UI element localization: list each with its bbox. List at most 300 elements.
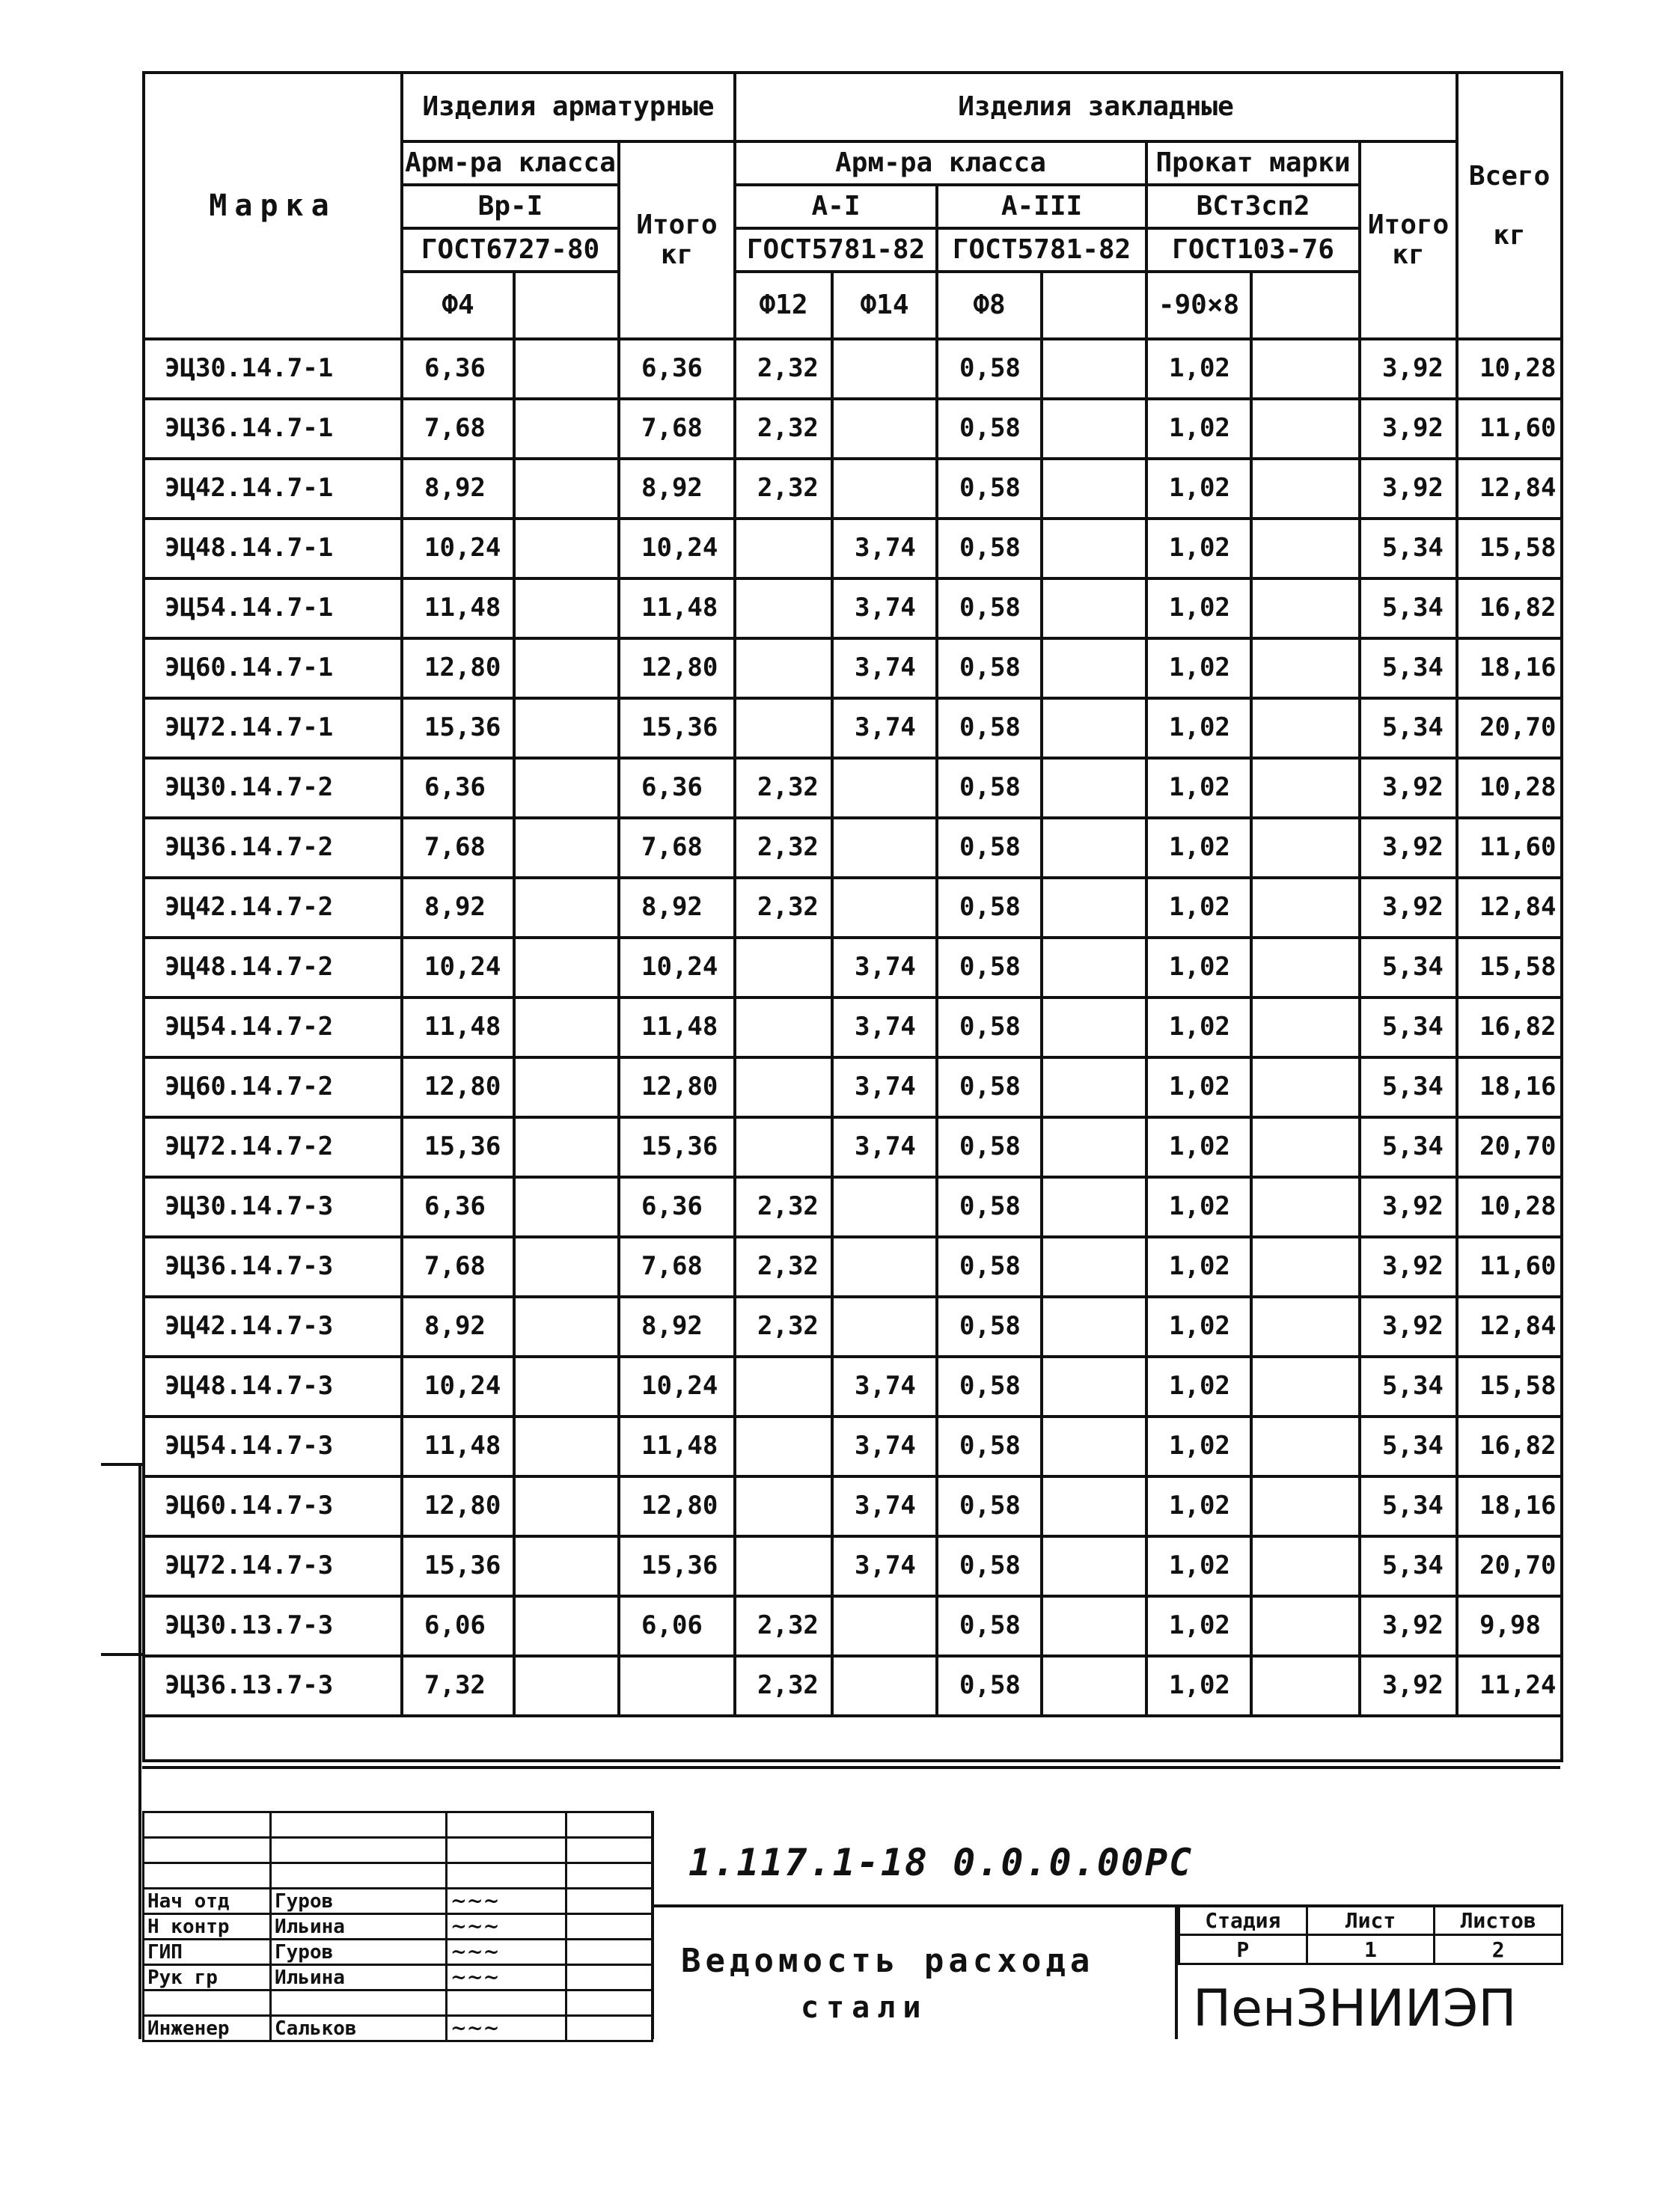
table-row [144,1536,1562,1596]
signature-blank-cell [144,1863,271,1889]
cell-d8: 0,58 [937,1297,1042,1357]
cell-empty [1251,1476,1360,1536]
cell-d8: 0,58 [937,1476,1042,1536]
cell-empty [1251,578,1360,638]
sheets-label: Листов [1435,1906,1563,1935]
table-row [144,1596,1562,1656]
cell-marka: ЭЦ48.14.7-3 [144,1357,402,1417]
cell-itogo2: 3,92 [1360,1237,1457,1297]
cell-empty [1042,578,1146,638]
cell-marka: ЭЦ42.14.7-2 [144,878,402,938]
cell-empty [1251,758,1360,818]
cell-empty [1042,1357,1146,1417]
cell-itogo2: 5,34 [1360,938,1457,997]
cell-d14 [832,878,937,938]
cell-prokat: 1,02 [1146,818,1251,878]
cell-d8: 0,58 [937,1596,1042,1656]
signature-mark [447,1990,566,2016]
table-row [144,758,1562,818]
cell-d12: 2,32 [735,758,832,818]
cell-empty [1251,1536,1360,1596]
signature-mark: ~~~ [447,1914,566,1940]
cell-marka: ЭЦ42.14.7-1 [144,459,402,519]
header-arm-gost: ГОСТ6727-80 [402,228,619,272]
cell-f4: 6,36 [402,339,514,399]
cell-empty [1251,459,1360,519]
cell-marka: ЭЦ60.14.7-1 [144,638,402,698]
header-arm-steel: Вр-I [402,185,619,228]
signature-name: Ильина [271,1965,447,1990]
table-row [144,399,1562,459]
cell-prokat: 1,02 [1146,1596,1251,1656]
cell-d14: 3,74 [832,638,937,698]
cell-itogo1: 15,36 [619,698,735,758]
cell-d12 [735,1536,832,1596]
cell-d8: 0,58 [937,638,1042,698]
cell-vsego: 10,28 [1457,758,1562,818]
cell-itogo2: 5,34 [1360,1476,1457,1536]
cell-itogo2: 3,92 [1360,758,1457,818]
cell-itogo1: 6,06 [619,1596,735,1656]
cell-marka: ЭЦ30.14.7-2 [144,758,402,818]
cell-d8: 0,58 [937,1117,1042,1177]
cell-itogo1: 10,24 [619,1357,735,1417]
cell-itogo2: 3,92 [1360,1297,1457,1357]
header-zakl-arm-class: Арм-ра класса [735,141,1146,185]
cell-vsego: 12,84 [1457,878,1562,938]
cell-d8: 0,58 [937,818,1042,878]
cell-d8: 0,58 [937,399,1042,459]
document-title-line1: Ведомость расхода [681,1942,1095,1980]
signature-role: Инженер [144,2016,271,2041]
cell-d12 [735,1417,832,1476]
table-row [144,1237,1562,1297]
cell-marka: ЭЦ42.14.7-3 [144,1297,402,1357]
header-prokat-gost: ГОСТ103-76 [1146,228,1360,272]
cell-itogo1: 15,36 [619,1117,735,1177]
table-row [144,1117,1562,1177]
cell-d8: 0,58 [937,698,1042,758]
cell-d8: 0,58 [937,758,1042,818]
cell-f4: 10,24 [402,938,514,997]
header-a1: А-I [735,185,937,228]
cell-empty [1251,1417,1360,1476]
cell-itogo1: 6,36 [619,1177,735,1237]
table-row [144,638,1562,698]
signature-date [566,1940,653,1965]
cell-empty [514,1596,619,1656]
cell-d12: 2,32 [735,818,832,878]
signature-date [566,1889,653,1914]
cell-prokat: 1,02 [1146,1177,1251,1237]
cell-vsego: 15,58 [1457,938,1562,997]
stage-sheet-box [1175,1904,1563,2039]
cell-f4: 15,36 [402,698,514,758]
cell-d8: 0,58 [937,1057,1042,1117]
cell-d8: 0,58 [937,578,1042,638]
signature-blank-cell [271,1812,447,1838]
cell-empty [1251,1237,1360,1297]
cell-d14: 3,74 [832,1117,937,1177]
header-prokat-steel: ВСт3сп2 [1146,185,1360,228]
table-row [144,818,1562,878]
cell-d14 [832,1596,937,1656]
signature-row [144,1889,653,1914]
cell-empty [1042,1656,1146,1716]
cell-empty [514,1656,619,1716]
cell-d12: 2,32 [735,878,832,938]
cell-empty [514,1177,619,1237]
signature-blank-cell [144,1812,271,1838]
cell-itogo2: 5,34 [1360,1357,1457,1417]
cell-d8: 0,58 [937,938,1042,997]
cell-d12 [735,1117,832,1177]
signature-mark: ~~~ [447,2016,566,2041]
cell-empty [1251,638,1360,698]
cell-d8: 0,58 [937,1656,1042,1716]
header-arm-class: Арм-ра класса [402,141,619,185]
cell-itogo1: 12,80 [619,638,735,698]
header-zakl-group: Изделия закладные [735,73,1457,141]
cell-empty [1251,938,1360,997]
cell-f4: 7,68 [402,818,514,878]
cell-d14: 3,74 [832,1057,937,1117]
cell-vsego: 10,28 [1457,339,1562,399]
cell-empty [514,818,619,878]
signature-date [566,1990,653,2016]
cell-itogo2: 5,34 [1360,698,1457,758]
signature-mark: ~~~ [447,1965,566,1990]
cell-empty [1042,878,1146,938]
table-row [144,1177,1562,1237]
cell-itogo2: 5,34 [1360,519,1457,578]
cell-prokat: 1,02 [1146,1536,1251,1596]
cell-f4: 8,92 [402,459,514,519]
cell-vsego: 16,82 [1457,1417,1562,1476]
cell-marka: ЭЦ48.14.7-2 [144,938,402,997]
cell-marka: ЭЦ54.14.7-1 [144,578,402,638]
cell-prokat: 1,02 [1146,698,1251,758]
document-code: 1.117.1-18 0.0.0.00РС [688,1841,1194,1884]
cell-empty [1042,997,1146,1057]
cell-d12: 2,32 [735,1297,832,1357]
cell-itogo2: 3,92 [1360,878,1457,938]
cell-prokat: 1,02 [1146,638,1251,698]
cell-d8: 0,58 [937,1417,1042,1476]
signature-name: Гуров [271,1889,447,1914]
table-row [144,997,1562,1057]
signature-mark: ~~~ [447,1889,566,1914]
cell-empty [1251,997,1360,1057]
signature-blank-cell [271,1863,447,1889]
signature-date [566,2016,653,2041]
cell-prokat: 1,02 [1146,1656,1251,1716]
cell-prokat: 1,02 [1146,938,1251,997]
cell-d12 [735,1357,832,1417]
stage-value: Р [1179,1935,1307,1964]
cell-marka: ЭЦ36.14.7-3 [144,1237,402,1297]
cell-itogo2: 3,92 [1360,1177,1457,1237]
cell-empty [1251,698,1360,758]
cell-prokat: 1,02 [1146,519,1251,578]
cell-d12: 2,32 [735,399,832,459]
cell-itogo2: 5,34 [1360,997,1457,1057]
cell-d8: 0,58 [937,1177,1042,1237]
cell-d14 [832,1297,937,1357]
cell-empty [1042,1177,1146,1237]
cell-vsego: 18,16 [1457,638,1562,698]
signature-name: Ильина [271,1914,447,1940]
cell-vsego: 11,60 [1457,1237,1562,1297]
cell-empty [1042,1057,1146,1117]
cell-d14 [832,1177,937,1237]
cell-f4: 12,80 [402,1476,514,1536]
cell-empty [514,638,619,698]
cell-empty [1251,339,1360,399]
cell-itogo1: 11,48 [619,1417,735,1476]
signature-blank-cell [144,1838,271,1863]
signature-blank-row [144,1812,653,1838]
cell-d8: 0,58 [937,459,1042,519]
table-spacer-row [144,1716,1562,1761]
cell-empty [1042,638,1146,698]
header-a3-gost: ГОСТ5781-82 [937,228,1146,272]
cell-d12: 2,32 [735,339,832,399]
cell-d8: 0,58 [937,1357,1042,1417]
cell-vsego: 16,82 [1457,997,1562,1057]
cell-d14 [832,758,937,818]
cell-d12 [735,1057,832,1117]
cell-vsego: 20,70 [1457,1117,1562,1177]
cell-empty [514,1237,619,1297]
cell-empty [1042,938,1146,997]
header-d12: Ф12 [735,272,832,339]
signature-role: ГИП [144,1940,271,1965]
sheet-value: 1 [1307,1935,1435,1964]
cell-empty [514,1417,619,1476]
cell-empty [1042,1596,1146,1656]
cell-prokat: 1,02 [1146,1417,1251,1476]
cell-d14: 3,74 [832,578,937,638]
cell-d12 [735,698,832,758]
cell-d12: 2,32 [735,459,832,519]
cell-itogo2: 3,92 [1360,818,1457,878]
cell-marka: ЭЦ36.14.7-1 [144,399,402,459]
cell-empty [1251,818,1360,878]
title-block-top-line [142,1766,1560,1769]
cell-empty [1042,1117,1146,1177]
cell-itogo2: 3,92 [1360,459,1457,519]
table-row [144,1656,1562,1716]
cell-itogo2: 3,92 [1360,339,1457,399]
cell-prokat: 1,02 [1146,1476,1251,1536]
cell-vsego: 15,58 [1457,1357,1562,1417]
signature-row [144,1965,653,1990]
signature-blank-cell [271,1838,447,1863]
cell-d14: 3,74 [832,698,937,758]
stage-sheet-table [1178,1904,1563,1965]
header-prokat: Прокат марки [1146,141,1360,185]
signature-role: Н контр [144,1914,271,1940]
cell-vsego: 12,84 [1457,1297,1562,1357]
cell-empty [514,1297,619,1357]
cell-empty [1042,1297,1146,1357]
cell-d14: 3,74 [832,1476,937,1536]
cell-empty [1251,1596,1360,1656]
cell-empty [1251,399,1360,459]
cell-itogo2: 5,34 [1360,1057,1457,1117]
cell-prokat: 1,02 [1146,997,1251,1057]
cell-d14: 3,74 [832,1417,937,1476]
cell-empty [514,997,619,1057]
cell-empty [514,1117,619,1177]
cell-itogo1: 6,36 [619,339,735,399]
signature-blank-cell [566,1812,653,1838]
header-arm-diam: Ф4 [402,272,514,339]
cell-d12: 2,32 [735,1177,832,1237]
cell-marka: ЭЦ72.14.7-1 [144,698,402,758]
cell-d12 [735,1476,832,1536]
table-row [144,938,1562,997]
cell-marka: ЭЦ54.14.7-2 [144,997,402,1057]
cell-empty [1251,878,1360,938]
header-empty [514,272,619,339]
cell-itogo2: 5,34 [1360,1536,1457,1596]
cell-empty [514,698,619,758]
cell-itogo1: 12,80 [619,1476,735,1536]
cell-marka: ЭЦ36.14.7-2 [144,818,402,878]
cell-f4: 11,48 [402,578,514,638]
cell-itogo2: 5,34 [1360,1417,1457,1476]
signature-date [566,1914,653,1940]
cell-vsego: 12,84 [1457,459,1562,519]
binding-margin-box [101,1463,142,1656]
cell-f4: 6,36 [402,758,514,818]
cell-f4: 7,68 [402,1237,514,1297]
cell-d12 [735,938,832,997]
cell-f4: 8,92 [402,1297,514,1357]
cell-d8: 0,58 [937,878,1042,938]
cell-itogo1: 7,68 [619,399,735,459]
cell-d12: 2,32 [735,1596,832,1656]
header-empty [1042,272,1146,339]
cell-empty [1042,1536,1146,1596]
cell-f4: 10,24 [402,519,514,578]
cell-prokat: 1,02 [1146,339,1251,399]
cell-d14 [832,818,937,878]
cell-itogo1: 10,24 [619,938,735,997]
cell-f4: 12,80 [402,638,514,698]
cell-empty [1042,758,1146,818]
signature-role: Рук гр [144,1965,271,1990]
cell-itogo1: 7,68 [619,1237,735,1297]
cell-marka: ЭЦ60.14.7-3 [144,1476,402,1536]
table-row [144,1297,1562,1357]
stage-label: Стадия [1179,1906,1307,1935]
cell-prokat: 1,02 [1146,758,1251,818]
cell-d12 [735,638,832,698]
cell-d12 [735,519,832,578]
cell-vsego: 15,58 [1457,519,1562,578]
cell-d14: 3,74 [832,997,937,1057]
signature-role [144,1990,271,2016]
cell-empty [514,1057,619,1117]
cell-marka: ЭЦ30.14.7-3 [144,1177,402,1237]
header-marka: Марка [144,73,402,339]
cell-empty [514,459,619,519]
cell-prokat: 1,02 [1146,1237,1251,1297]
header-d8: Ф8 [937,272,1042,339]
cell-empty [1042,339,1146,399]
cell-empty [514,1536,619,1596]
signature-name [271,1990,447,2016]
cell-itogo2: 5,34 [1360,578,1457,638]
header-a1-gost: ГОСТ5781-82 [735,228,937,272]
cell-itogo1: 8,92 [619,878,735,938]
drawing-sheet [142,71,1560,2039]
cell-d14: 3,74 [832,938,937,997]
cell-d12: 2,32 [735,1237,832,1297]
signature-blank-row [144,1863,653,1889]
cell-itogo1: 11,48 [619,578,735,638]
cell-empty [1042,698,1146,758]
cell-f4: 7,32 [402,1656,514,1716]
cell-vsego: 16,82 [1457,578,1562,638]
binding-margin-line [138,1463,141,2039]
table-row [144,878,1562,938]
cell-itogo2: 5,34 [1360,1117,1457,1177]
signature-row [144,1914,653,1940]
cell-vsego: 20,70 [1457,1536,1562,1596]
cell-marka: ЭЦ60.14.7-2 [144,1057,402,1117]
cell-d8: 0,58 [937,997,1042,1057]
cell-empty [514,1476,619,1536]
cell-empty [1251,519,1360,578]
cell-itogo1: 15,36 [619,1536,735,1596]
organization-name: ПенЗНИИЭП [1193,1979,1517,2038]
cell-itogo1: 11,48 [619,997,735,1057]
cell-vsego: 11,24 [1457,1656,1562,1716]
header-itogo2: Итого кг [1360,141,1457,339]
signature-row [144,1990,653,2016]
cell-marka: ЭЦ72.14.7-2 [144,1117,402,1177]
table-row [144,1476,1562,1536]
cell-empty [1251,1177,1360,1237]
cell-empty [514,519,619,578]
table-row [144,578,1562,638]
header-arm-group: Изделия арматурные [402,73,735,141]
cell-empty [514,339,619,399]
cell-empty [1042,1237,1146,1297]
cell-empty [1042,1476,1146,1536]
sheet-label: Лист [1307,1906,1435,1935]
sheets-value: 2 [1435,1935,1563,1964]
cell-f4: 6,06 [402,1596,514,1656]
cell-d12: 2,32 [735,1656,832,1716]
signature-row [144,1940,653,1965]
cell-vsego: 11,60 [1457,399,1562,459]
header-itogo1: Итого кг [619,141,735,339]
cell-empty [1042,459,1146,519]
cell-f4: 15,36 [402,1117,514,1177]
cell-f4: 12,80 [402,1057,514,1117]
cell-f4: 15,36 [402,1536,514,1596]
signature-row [144,2016,653,2041]
cell-marka: ЭЦ48.14.7-1 [144,519,402,578]
cell-prokat: 1,02 [1146,399,1251,459]
cell-d14 [832,399,937,459]
cell-itogo1: 7,68 [619,818,735,878]
